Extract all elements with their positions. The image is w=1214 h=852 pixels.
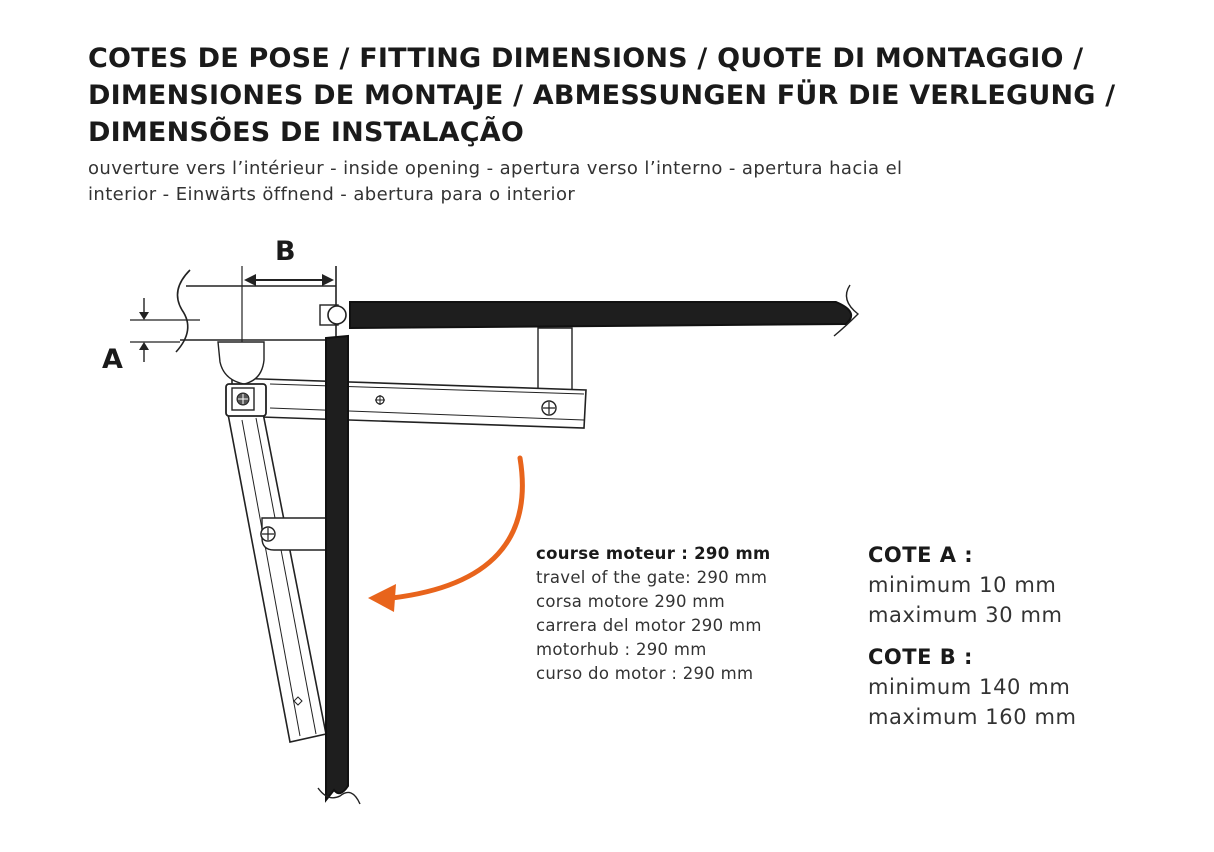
- travel-line-5: motorhub : 290 mm: [536, 640, 707, 659]
- travel-line-6: curso do motor : 290 mm: [536, 664, 754, 683]
- subtitle-line-2: interior - Einwärts öffnend - abertura para o interior: [88, 184, 576, 205]
- dimension-a: [130, 298, 200, 362]
- cote-b-maximum: maximum 160 mm: [868, 705, 1077, 729]
- travel-line-4: carrera del motor 290 mm: [536, 616, 762, 635]
- subtitle-line-1: ouverture vers l’intérieur - inside opening - apertura verso l’interno - apertura hacia el: [88, 158, 903, 179]
- title-line-1: COTES DE POSE / FITTING DIMENSIONS / QUOTE DI MONTAGGIO /: [88, 43, 1084, 74]
- motor-arm-open: [228, 408, 326, 742]
- title-line-2: DIMENSIONES DE MONTAJE / ABMESSUNGEN FÜR DIE VERLEGUNG /: [88, 80, 1116, 111]
- travel-arrow: [368, 458, 522, 612]
- cote-a-minimum: minimum 10 mm: [868, 573, 1057, 597]
- label-a: A: [102, 344, 123, 375]
- cote-a-heading: COTE A :: [868, 543, 974, 567]
- pillar-bracket: [218, 342, 264, 384]
- cote-b-heading: COTE B :: [868, 645, 973, 669]
- cote-b-minimum: minimum 140 mm: [868, 675, 1071, 699]
- hinge-pivot: [320, 305, 346, 325]
- travel-line-2: travel of the gate: 290 mm: [536, 568, 768, 587]
- label-b: B: [275, 236, 296, 267]
- dimension-values: [868, 540, 1077, 732]
- motor-head: [226, 384, 266, 416]
- travel-info: [536, 542, 771, 686]
- travel-line-3: corsa motore 290 mm: [536, 592, 726, 611]
- travel-line-1: course moteur : 290 mm: [536, 544, 771, 563]
- title-line-3: DIMENSÕES DE INSTALAÇÃO: [88, 117, 524, 148]
- cote-a-maximum: maximum 30 mm: [868, 603, 1063, 627]
- motor-arm-closed: [232, 378, 586, 428]
- gate-leaf-closed: [350, 285, 858, 336]
- gate-bracket-open: [261, 518, 330, 550]
